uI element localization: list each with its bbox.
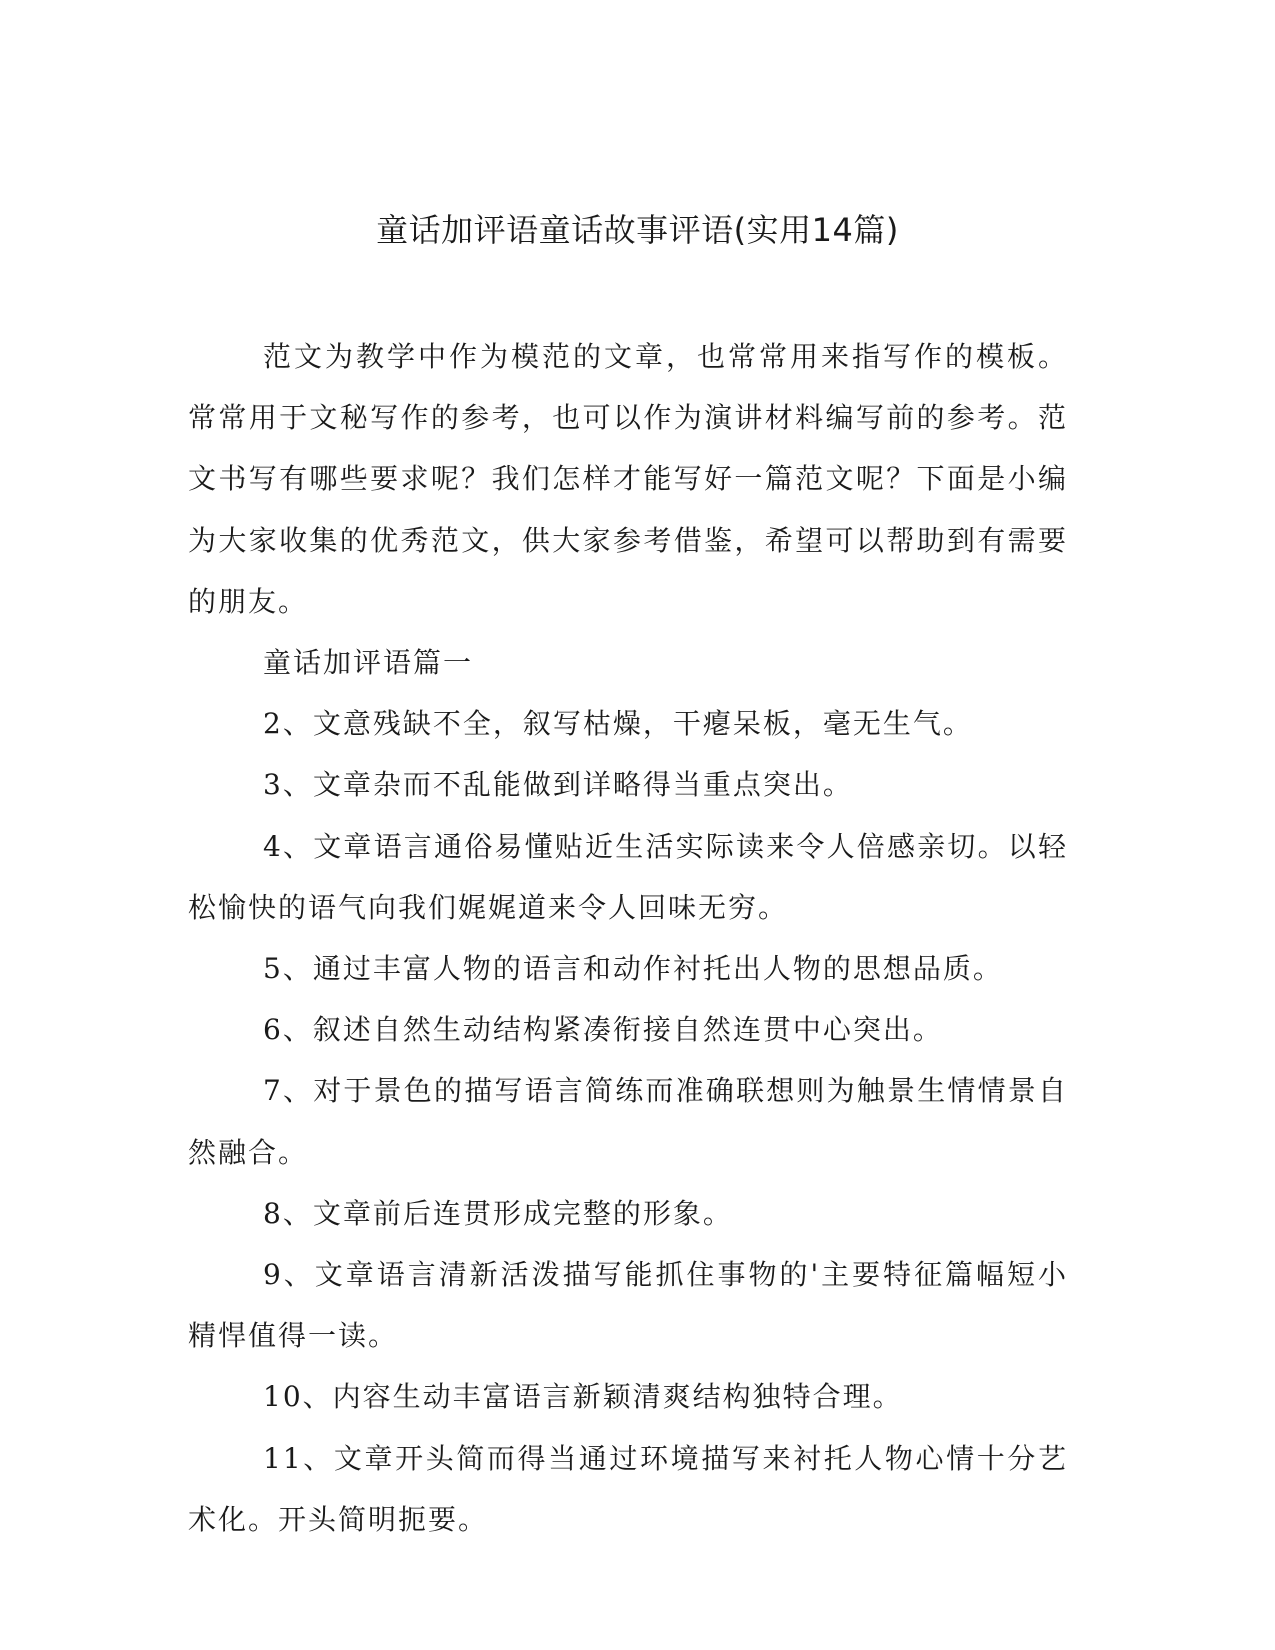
comment-item-10: 10、内容生动丰富语言新颖清爽结构独特合理。 xyxy=(263,1380,903,1414)
comment-item-4: 4、文章语言通俗易懂贴近生活实际读来令人倍感亲切。以轻松愉快的语气向我们娓娓道来令人回味无穷。 xyxy=(188,829,1068,924)
comment-item-3: 3、文章杂而不乱能做到详略得当重点突出。 xyxy=(263,768,853,802)
document-title: 童话加评语童话故事评语(实用14篇) xyxy=(376,211,899,249)
comment-item-7: 7、对于景色的描写语言简练而准确联想则为触景生情情景自然融合。 xyxy=(188,1074,1068,1169)
comment-item-9: 9、文章语言清新活泼描写能抓住事物的'主要特征篇幅短小精悍值得一读。 xyxy=(188,1258,1068,1353)
document-body xyxy=(188,326,1068,1550)
comment-item-8: 8、文章前后连贯形成完整的形象。 xyxy=(263,1196,733,1230)
comment-item-2: 2、文意残缺不全，叙写枯燥，干瘪呆板，毫无生气。 xyxy=(263,707,973,741)
section-heading: 童话加评语篇一 xyxy=(263,646,474,680)
comment-item-5: 5、通过丰富人物的语言和动作衬托出人物的思想品质。 xyxy=(263,952,1003,986)
intro-paragraph: 范文为教学中作为模范的文章，也常常用来指写作的模板。常常用于文秘写作的参考，也可以作为演讲材料编写前的参考。范文书写有哪些要求呢？我们怎样才能写好一篇范文呢？下面是小编为大家收集的优秀范文，供大家参考借鉴，希望可以帮助到有需要的朋友。 xyxy=(188,340,1068,618)
comment-item-6: 6、叙述自然生动结构紧凑衔接自然连贯中心突出。 xyxy=(263,1013,943,1047)
comment-item-11: 11、文章开头简而得当通过环境描写来衬托人物心情十分艺术化。开头简明扼要。 xyxy=(188,1441,1068,1536)
